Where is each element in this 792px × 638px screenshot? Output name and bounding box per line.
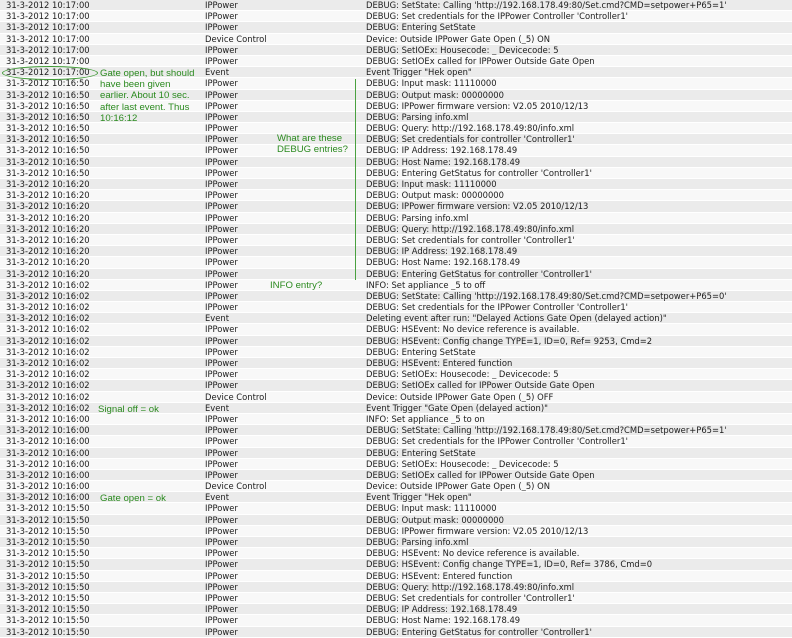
log-message: DEBUG: Set credentials for the IPPower Controller 'Controller1' [366,11,628,22]
annotation-debug-question: What are these DEBUG entries? [277,133,348,156]
log-message: DEBUG: HSEvent: Config change TYPE=1, ID=0, Ref= 9253, Cmd=2 [366,335,653,346]
log-row [0,582,792,593]
log-timestamp: 31-3-2012 10:15:50 [6,581,90,592]
log-row [0,291,792,302]
log-timestamp: 31-3-2012 10:15:50 [6,570,90,581]
log-source: IPPower [205,626,238,637]
log-row [0,123,792,134]
log-timestamp: 31-3-2012 10:15:50 [6,592,90,603]
log-row [0,526,792,537]
log-message: DEBUG: Parsing info.xml [366,212,469,223]
log-source: IPPower [205,111,238,122]
log-timestamp: 31-3-2012 10:16:00 [6,413,90,424]
log-timestamp: 31-3-2012 10:15:50 [6,503,90,514]
log-timestamp: 31-3-2012 10:16:00 [6,481,90,492]
log-timestamp: 31-3-2012 10:16:50 [6,123,90,134]
log-message: DEBUG: IP Address: 192.168.178.49 [366,145,518,156]
log-source: IPPower [205,89,238,100]
log-row [0,190,792,201]
log-timestamp: 31-3-2012 10:17:00 [6,67,90,78]
log-source: IPPower [205,380,238,391]
log-source: IPPower [205,234,238,245]
log-message: DEBUG: IPPower firmware version: V2.05 2010/12/13 [366,201,589,212]
log-row [0,157,792,168]
log-source: IPPower [205,201,238,212]
log-message: DEBUG: Entering SetState [366,22,476,33]
log-source: IPPower [205,503,238,514]
log-timestamp: 31-3-2012 10:16:02 [6,302,90,313]
log-source: IPPower [205,223,238,234]
log-source: IPPower [205,145,238,156]
log-timestamp: 31-3-2012 10:16:02 [6,380,90,391]
log-message: Deleting event after run: "Delayed Actions Gate Open (delayed action)" [366,313,667,324]
log-timestamp: 31-3-2012 10:16:02 [6,313,90,324]
log-source: IPPower [205,548,238,559]
log-message: DEBUG: Parsing info.xml [366,111,469,122]
log-message: DEBUG: IP Address: 192.168.178.49 [366,604,518,615]
log-message: DEBUG: Entering SetState [366,346,476,357]
log-source: Device Control [205,391,267,402]
log-message: DEBUG: HSEvent: Config change TYPE=1, ID=0, Ref= 3786, Cmd=0 [366,559,653,570]
log-timestamp: 31-3-2012 10:16:50 [6,134,90,145]
log-timestamp: 31-3-2012 10:16:50 [6,111,90,122]
log-source: IPPower [205,525,238,536]
log-message: DEBUG: HSEvent: Entered function [366,570,513,581]
log-source: IPPower [205,167,238,178]
log-timestamp: 31-3-2012 10:16:20 [6,190,90,201]
log-row [0,380,792,391]
log-row [0,56,792,67]
log-message: DEBUG: SetState: Calling 'http://192.168.178.49:80/Set.cmd?CMD=setpower+P65=0' [366,290,727,301]
log-row [0,369,792,380]
log-source: IPPower [205,592,238,603]
log-source: IPPower [205,458,238,469]
log-source: Device Control [205,33,267,44]
log-timestamp: 31-3-2012 10:16:50 [6,156,90,167]
log-message: DEBUG: IPPower firmware version: V2.05 2010/12/13 [366,525,589,536]
log-source: IPPower [205,447,238,458]
log-timestamp: 31-3-2012 10:15:50 [6,514,90,525]
log-row [0,481,792,492]
log-timestamp: 31-3-2012 10:16:20 [6,246,90,257]
log-timestamp: 31-3-2012 10:16:20 [6,234,90,245]
log-row [0,392,792,403]
log-message: DEBUG: IPPower firmware version: V2.05 2010/12/13 [366,100,589,111]
log-row [0,201,792,212]
log-source: IPPower [205,11,238,22]
log-source: IPPower [205,123,238,134]
log-timestamp: 31-3-2012 10:17:00 [6,0,90,10]
log-message: DEBUG: Output mask: 00000000 [366,514,504,525]
log-source: IPPower [205,179,238,189]
log-message: DEBUG: Set credentials for controller 'Controller1' [366,134,575,145]
log-source: IPPower [205,279,238,290]
log-message: DEBUG: Host Name: 192.168.178.49 [366,156,521,167]
log-source: IPPower [205,570,238,581]
log-timestamp: 31-3-2012 10:17:00 [6,44,90,55]
log-source: IPPower [205,246,238,257]
log-row [0,34,792,45]
log-timestamp: 31-3-2012 10:16:20 [6,223,90,234]
log-source: IPPower [205,212,238,223]
log-message: DEBUG: Output mask: 00000000 [366,89,504,100]
log-row [0,615,792,626]
log-row [0,503,792,514]
log-source: Event [205,313,229,324]
log-source: IPPower [205,615,238,626]
log-timestamp: 31-3-2012 10:15:50 [6,559,90,570]
log-source: IPPower [205,44,238,55]
log-timestamp: 31-3-2012 10:16:02 [6,335,90,346]
log-timestamp: 31-3-2012 10:16:00 [6,458,90,469]
log-message: DEBUG: SetState: Calling 'http://192.168.178.49:80/Set.cmd?CMD=setpower+P65=1' [366,425,727,436]
log-source: IPPower [205,78,238,89]
log-row [0,11,792,22]
log-source: IPPower [205,190,238,201]
log-message: DEBUG: Query: http://192.168.178.49:80/info.xml [366,223,575,234]
log-row [0,425,792,436]
log-message: DEBUG: Query: http://192.168.178.49:80/info.xml [366,123,575,134]
log-row [0,0,792,11]
log-timestamp: 31-3-2012 10:16:00 [6,436,90,447]
log-row [0,436,792,447]
log-source: IPPower [205,413,238,424]
log-message: DEBUG: Input mask: 11110000 [366,179,497,189]
log-message: DEBUG: HSEvent: Entered function [366,358,513,368]
log-message: DEBUG: Input mask: 11110000 [366,503,497,514]
log-source: IPPower [205,358,238,368]
log-source: IPPower [205,469,238,480]
log-source: IPPower [205,581,238,592]
log-source: IPPower [205,425,238,436]
log-row [0,347,792,358]
log-message: DEBUG: Input mask: 11110000 [366,78,497,89]
log-message: DEBUG: HSEvent: No device reference is available. [366,324,580,335]
log-message: INFO: Set appliance _5 to on [366,413,485,424]
log-source: IPPower [205,257,238,268]
log-message: DEBUG: Query: http://192.168.178.49:80/info.xml [366,581,575,592]
log-timestamp: 31-3-2012 10:16:02 [6,290,90,301]
log-message: DEBUG: SetIOEx: Housecode: _ Devicecode: 5 [366,458,559,469]
log-message: DEBUG: Set credentials for the IPPower Controller 'Controller1' [366,436,628,447]
log-source: IPPower [205,346,238,357]
log-timestamp: 31-3-2012 10:16:02 [6,369,90,380]
log-row [0,448,792,459]
log-message: DEBUG: Entering GetStatus for controller 'Controller1' [366,268,592,279]
log-row [0,179,792,190]
log-message: Event Trigger "Gate Open (delayed action)" [366,402,548,413]
log-timestamp: 31-3-2012 10:16:00 [6,425,90,436]
log-message: Device: Outside IPPower Gate Open (_5) ON [366,481,550,492]
log-row [0,313,792,324]
log-message: DEBUG: Set credentials for the IPPower Controller 'Controller1' [366,302,628,313]
log-source: IPPower [205,369,238,380]
log-timestamp: 31-3-2012 10:16:50 [6,145,90,156]
log-timestamp: 31-3-2012 10:15:50 [6,604,90,615]
log-timestamp: 31-3-2012 10:15:50 [6,626,90,637]
log-source: IPPower [205,514,238,525]
log-source: IPPower [205,290,238,301]
log-message: DEBUG: HSEvent: No device reference is available. [366,548,580,559]
log-source: IPPower [205,436,238,447]
log-message: DEBUG: Entering GetStatus for controller 'Controller1' [366,626,592,637]
log-message: DEBUG: SetIOEx called for IPPower Outside Gate Open [366,55,595,66]
log-source: Device Control [205,481,267,492]
log-timestamp: 31-3-2012 10:16:02 [6,324,90,335]
log-timestamp: 31-3-2012 10:16:20 [6,212,90,223]
log-timestamp: 31-3-2012 10:16:02 [6,402,90,413]
annotation-gate-open-ok: Gate open = ok [100,493,166,504]
log-source: IPPower [205,335,238,346]
log-timestamp: 31-3-2012 10:15:50 [6,537,90,547]
log-message: DEBUG: Output mask: 00000000 [366,190,504,201]
log-row [0,235,792,246]
log-source: Event [205,67,229,78]
log-row [0,22,792,33]
log-message: DEBUG: Parsing info.xml [366,537,469,547]
log-message: DEBUG: IP Address: 192.168.178.49 [366,246,518,257]
log-message: DEBUG: Set credentials for controller 'Controller1' [366,234,575,245]
log-message: DEBUG: SetIOEx: Housecode: _ Devicecode: 5 [366,44,559,55]
log-timestamp: 31-3-2012 10:16:02 [6,391,90,402]
log-row [0,45,792,56]
log-timestamp: 31-3-2012 10:16:02 [6,279,90,290]
log-source: Event [205,492,229,503]
log-row [0,257,792,268]
log-row [0,168,792,179]
log-row [0,571,792,582]
log-timestamp: 31-3-2012 10:16:50 [6,89,90,100]
log-row [0,134,792,145]
log-message: Event Trigger "Hek open" [366,492,472,503]
log-timestamp: 31-3-2012 10:16:50 [6,100,90,111]
annotation-signal-off: Signal off = ok [98,404,159,415]
log-message: DEBUG: Entering GetStatus for controller 'Controller1' [366,167,592,178]
bracket-line [355,79,356,280]
log-message: Event Trigger "Hek open" [366,67,472,78]
log-message: DEBUG: SetState: Calling 'http://192.168.178.49:80/Set.cmd?CMD=setpower+P65=1' [366,0,727,10]
log-row [0,145,792,156]
log-timestamp: 31-3-2012 10:17:00 [6,11,90,22]
log-source: IPPower [205,302,238,313]
log-timestamp: 31-3-2012 10:16:00 [6,447,90,458]
log-row [0,324,792,335]
log-row [0,269,792,280]
log-message: DEBUG: SetIOEx called for IPPower Outside Gate Open [366,380,595,391]
log-timestamp: 31-3-2012 10:16:00 [6,469,90,480]
log-timestamp: 31-3-2012 10:16:02 [6,358,90,368]
log-message: DEBUG: Host Name: 192.168.178.49 [366,257,521,268]
log-row [0,537,792,548]
log-message: DEBUG: Set credentials for controller 'Controller1' [366,592,575,603]
log-message: DEBUG: Host Name: 192.168.178.49 [366,615,521,626]
log-message: Device: Outside IPPower Gate Open (_5) ON [366,33,550,44]
log-message: INFO: Set appliance _5 to off [366,279,486,290]
log-timestamp: 31-3-2012 10:15:50 [6,548,90,559]
log-timestamp: 31-3-2012 10:15:50 [6,525,90,536]
log-message: DEBUG: SetIOEx called for IPPower Outside Gate Open [366,469,595,480]
log-row [0,593,792,604]
log-source: IPPower [205,156,238,167]
highlight-circle [2,66,98,80]
log-row [0,627,792,638]
log-row [0,358,792,369]
log-timestamp: 31-3-2012 10:15:50 [6,615,90,626]
log-row [0,280,792,291]
log-row [0,414,792,425]
log-row [0,515,792,526]
log-source: IPPower [205,22,238,33]
log-row [0,559,792,570]
log-row [0,336,792,347]
log-source: IPPower [205,100,238,111]
log-row [0,302,792,313]
log-timestamp: 31-3-2012 10:16:00 [6,492,90,503]
log-timestamp: 31-3-2012 10:16:20 [6,201,90,212]
log-timestamp: 31-3-2012 10:16:20 [6,179,90,189]
log-source: IPPower [205,268,238,279]
log-row [0,548,792,559]
log-row [0,459,792,470]
log-message: DEBUG: SetIOEx: Housecode: _ Devicecode: 5 [366,369,559,380]
log-timestamp: 31-3-2012 10:17:00 [6,55,90,66]
log-source: IPPower [205,0,238,10]
log-timestamp: 31-3-2012 10:16:20 [6,257,90,268]
log-timestamp: 31-3-2012 10:17:00 [6,33,90,44]
log-timestamp: 31-3-2012 10:16:02 [6,346,90,357]
log-row [0,224,792,235]
log-row [0,470,792,481]
log-timestamp: 31-3-2012 10:16:50 [6,167,90,178]
log-message: DEBUG: Entering SetState [366,447,476,458]
log-source: IPPower [205,134,238,145]
log-row [0,246,792,257]
log-source: IPPower [205,604,238,615]
log-timestamp: 31-3-2012 10:17:00 [6,22,90,33]
log-source: IPPower [205,537,238,547]
log-timestamp: 31-3-2012 10:16:20 [6,268,90,279]
log-source: IPPower [205,324,238,335]
log-message: Device: Outside IPPower Gate Open (_5) OFF [366,391,554,402]
annotation-info-question: INFO entry? [270,280,323,291]
log-row [0,604,792,615]
log-source: Event [205,402,229,413]
log-source: IPPower [205,559,238,570]
log-timestamp: 31-3-2012 10:16:50 [6,78,90,89]
annotation-gate-open: Gate open, but should have been given earlier. About 10 sec. after last event. Thus 10:16:12 [100,68,195,124]
log-row [0,213,792,224]
log-source: IPPower [205,55,238,66]
